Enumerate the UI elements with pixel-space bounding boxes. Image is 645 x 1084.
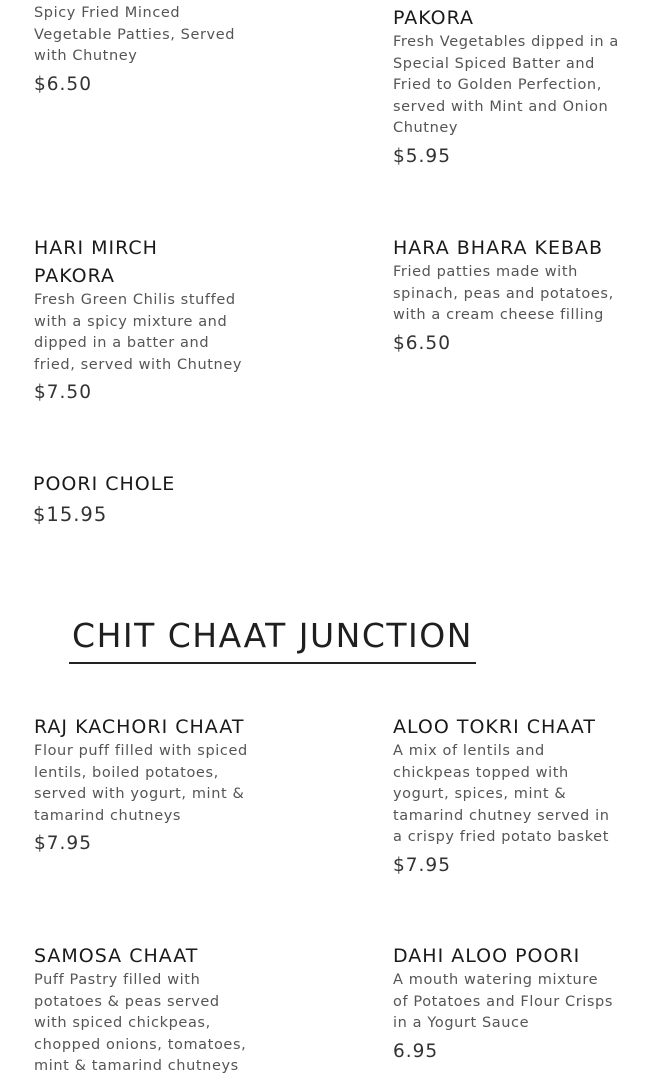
menu-item [34,942,256,1078]
item-name: RAJ KACHORI CHAAT [34,716,245,738]
item-description: Puff Pastry filled with potatoes & peas served with spiced chickpeas, chopped onions, tomatoes, mint & tamarind chutneys [34,972,247,1074]
item-description: Flour puff filled with spiced lentils, boiled potatoes, served with yogurt, mint & tamarind chutneys [34,743,248,824]
menu-item [34,713,256,857]
menu-item [393,942,615,1065]
item-price: 6.95 [393,1040,439,1062]
section-title-text: CHIT CHAAT JUNCTION [72,616,473,655]
menu-item [393,4,619,170]
item-price: $6.50 [34,73,92,95]
item-description: A mouth watering mixture of Potatoes and Flour Crisps in a Yogurt Sauce [393,972,614,1031]
menu-item [34,234,254,406]
item-description: Fried patties made with spinach, peas and potatoes, with a cream cheese filling [393,264,614,323]
item-description: Spicy Fried Minced Vegetable Patties, Served with Chutney [34,5,236,64]
menu-item [34,3,260,98]
item-name: DAHI ALOO POORI [393,945,581,967]
item-name: SAMOSA CHAAT [34,945,199,967]
item-description: Fresh Vegetables dipped in a Special Spiced Batter and Fried to Golden Perfection, served with Mint and Onion Chutney [393,34,619,136]
item-description: A mix of lentils and chickpeas topped with yogurt, spices, mint & tamarind chutney served in a crispy fried potato basket [393,743,610,845]
item-price: $6.50 [393,332,451,354]
item-name: POORI CHOLE [33,473,176,495]
item-price: $5.95 [393,145,451,167]
item-name: HARI MIRCH PAKORA [34,237,158,287]
menu-item [33,470,259,528]
section-title [69,611,476,664]
item-price: $7.95 [393,854,451,876]
item-name: HARA BHARA KEBAB [393,237,604,259]
item-description: Fresh Green Chilis stuffed with a spicy mixture and dipped in a batter and fried, served with Chutney [34,292,243,373]
menu-item [393,713,615,879]
item-name: ALOO TOKRI CHAAT [393,716,596,738]
menu-item [393,234,615,357]
item-name: PAKORA [393,7,475,29]
item-price: $7.50 [34,382,92,403]
item-price: $15.95 [33,503,108,526]
item-price: $7.95 [34,833,92,854]
